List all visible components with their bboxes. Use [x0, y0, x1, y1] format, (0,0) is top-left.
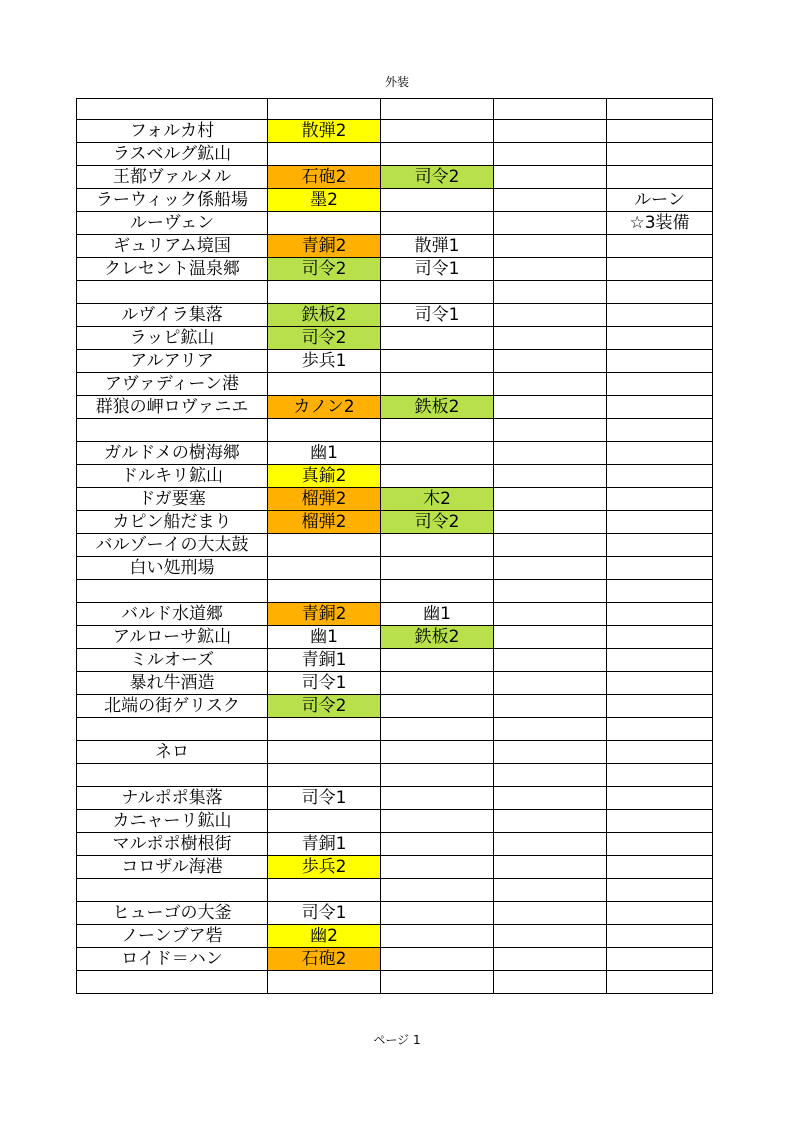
table-cell[interactable] [268, 557, 381, 580]
table-cell[interactable]: 鉄板2 [381, 396, 494, 419]
table-cell[interactable] [607, 373, 713, 396]
table-cell[interactable] [381, 718, 494, 741]
table-cell[interactable] [494, 120, 607, 143]
spreadsheet-table [76, 98, 713, 994]
table-cell[interactable] [381, 649, 494, 672]
table-row [77, 580, 713, 603]
table-cell[interactable] [494, 350, 607, 373]
table-cell[interactable]: ルーン [607, 189, 713, 212]
table-cell[interactable] [607, 442, 713, 465]
table-row [77, 626, 713, 649]
location-cell[interactable]: バルゾーイの大太鼓 [77, 534, 268, 557]
table-row [77, 396, 713, 419]
location-cell[interactable]: ミルオーズ [77, 649, 268, 672]
table-cell[interactable] [381, 833, 494, 856]
location-cell[interactable] [77, 764, 268, 787]
table-row [77, 304, 713, 327]
table-cell[interactable] [607, 856, 713, 879]
table-cell[interactable] [607, 99, 713, 120]
table-cell[interactable]: 司令2 [268, 258, 381, 281]
table-cell[interactable] [381, 281, 494, 304]
table-row [77, 971, 713, 994]
table-row [77, 166, 713, 189]
location-cell[interactable]: ドルキリ鉱山 [77, 465, 268, 488]
table-cell[interactable] [607, 925, 713, 948]
table-cell[interactable] [381, 787, 494, 810]
table-cell[interactable] [607, 143, 713, 166]
table-cell[interactable] [494, 672, 607, 695]
location-cell[interactable]: ラーウィック係船場 [77, 189, 268, 212]
table-cell[interactable] [494, 419, 607, 442]
location-cell[interactable]: ルーヴェン [77, 212, 268, 235]
table-cell[interactable]: 司令1 [268, 902, 381, 925]
location-cell[interactable]: アルローサ鉱山 [77, 626, 268, 649]
table-cell[interactable] [494, 99, 607, 120]
location-cell[interactable]: ルヴイラ集落 [77, 304, 268, 327]
table-row [77, 258, 713, 281]
table-cell[interactable]: 散弾1 [381, 235, 494, 258]
table-cell[interactable] [381, 442, 494, 465]
table-cell[interactable] [381, 925, 494, 948]
table-cell[interactable] [494, 695, 607, 718]
table-cell[interactable] [381, 741, 494, 764]
table-cell[interactable] [607, 603, 713, 626]
table-row [77, 99, 713, 120]
location-cell[interactable]: 王都ヴァルメル [77, 166, 268, 189]
location-cell[interactable]: バルド水道郷 [77, 603, 268, 626]
table-cell[interactable] [381, 971, 494, 994]
location-cell[interactable]: カニャーリ鉱山 [77, 810, 268, 833]
table-cell[interactable] [381, 672, 494, 695]
table-cell[interactable] [268, 419, 381, 442]
table-row [77, 235, 713, 258]
table-row [77, 373, 713, 396]
table-row [77, 810, 713, 833]
table-cell[interactable] [494, 557, 607, 580]
table-cell[interactable] [494, 189, 607, 212]
table-cell[interactable] [607, 258, 713, 281]
table-cell[interactable] [494, 925, 607, 948]
table-row [77, 787, 713, 810]
table-cell[interactable]: 石砲2 [268, 166, 381, 189]
table-row [77, 672, 713, 695]
table-cell[interactable] [607, 718, 713, 741]
table-cell[interactable]: 歩兵1 [268, 350, 381, 373]
location-cell[interactable]: クレセント温泉郷 [77, 258, 268, 281]
table-cell[interactable] [381, 419, 494, 442]
table-cell[interactable] [494, 304, 607, 327]
table-cell[interactable] [607, 419, 713, 442]
table-cell[interactable] [268, 212, 381, 235]
table-cell[interactable] [607, 971, 713, 994]
table-cell[interactable] [494, 764, 607, 787]
location-cell[interactable]: 群狼の岬ロヴァニエ [77, 396, 268, 419]
table-row [77, 557, 713, 580]
location-cell[interactable]: ギュリアム境国 [77, 235, 268, 258]
table-cell[interactable] [607, 281, 713, 304]
table-cell[interactable] [381, 143, 494, 166]
table-cell[interactable]: 墨2 [268, 189, 381, 212]
table-cell[interactable] [607, 741, 713, 764]
table-row [77, 603, 713, 626]
table-cell[interactable] [494, 235, 607, 258]
table-cell[interactable] [494, 166, 607, 189]
table-cell[interactable] [607, 327, 713, 350]
table-cell[interactable] [381, 120, 494, 143]
table-cell[interactable] [494, 603, 607, 626]
table-cell[interactable]: 司令2 [268, 695, 381, 718]
table-cell[interactable] [607, 120, 713, 143]
table-cell[interactable] [381, 212, 494, 235]
table-cell[interactable] [494, 281, 607, 304]
table-row [77, 534, 713, 557]
table-cell[interactable] [381, 695, 494, 718]
table-row [77, 695, 713, 718]
location-cell[interactable]: ヒューゴの大釜 [77, 902, 268, 925]
table-cell[interactable] [494, 879, 607, 902]
location-cell[interactable]: フォルカ村 [77, 120, 268, 143]
location-cell[interactable]: アルアリア [77, 350, 268, 373]
table-cell[interactable] [607, 235, 713, 258]
table-cell[interactable] [494, 833, 607, 856]
table-cell[interactable] [607, 580, 713, 603]
table-cell[interactable]: 散弾2 [268, 120, 381, 143]
location-cell[interactable] [77, 971, 268, 994]
table-cell[interactable] [381, 327, 494, 350]
table-row [77, 442, 713, 465]
table-cell[interactable] [494, 212, 607, 235]
table-row [77, 741, 713, 764]
table-cell[interactable] [381, 350, 494, 373]
table-cell[interactable] [494, 580, 607, 603]
table-cell[interactable]: 司令1 [268, 787, 381, 810]
table-cell[interactable] [381, 557, 494, 580]
table-cell[interactable]: 鉄板2 [381, 626, 494, 649]
table-cell[interactable] [268, 534, 381, 557]
table-cell[interactable]: 司令2 [381, 511, 494, 534]
table-cell[interactable] [381, 902, 494, 925]
table-cell[interactable]: 幽1 [381, 603, 494, 626]
table-cell[interactable] [607, 350, 713, 373]
table-row [77, 212, 713, 235]
table-cell[interactable] [494, 948, 607, 971]
table-cell[interactable] [607, 626, 713, 649]
table-cell[interactable] [268, 810, 381, 833]
table-cell[interactable] [494, 465, 607, 488]
table-row [77, 764, 713, 787]
table-cell[interactable]: 幽1 [268, 442, 381, 465]
table-cell[interactable]: 榴弾2 [268, 488, 381, 511]
table-cell[interactable] [607, 764, 713, 787]
location-cell[interactable] [77, 99, 268, 120]
table-cell[interactable] [268, 764, 381, 787]
table-cell[interactable] [268, 373, 381, 396]
table-cell[interactable] [381, 856, 494, 879]
table-cell[interactable] [268, 281, 381, 304]
table-cell[interactable]: 司令1 [381, 304, 494, 327]
location-cell[interactable]: ナルポポ集落 [77, 787, 268, 810]
page-footer: ページ 1 [373, 1033, 421, 1047]
table-cell[interactable] [494, 902, 607, 925]
table-cell[interactable] [607, 465, 713, 488]
table-cell[interactable] [607, 396, 713, 419]
table-cell[interactable] [494, 649, 607, 672]
table-row [77, 925, 713, 948]
table-row [77, 718, 713, 741]
location-cell[interactable] [77, 419, 268, 442]
table-cell[interactable] [381, 948, 494, 971]
location-cell[interactable]: マルポポ樹根街 [77, 833, 268, 856]
table-cell[interactable] [494, 971, 607, 994]
location-cell[interactable]: アヴァディーン港 [77, 373, 268, 396]
location-cell[interactable]: 北端の街ゲリスク [77, 695, 268, 718]
table-cell[interactable] [494, 373, 607, 396]
table-cell[interactable]: 石砲2 [268, 948, 381, 971]
table-cell[interactable] [494, 718, 607, 741]
table-cell[interactable] [607, 948, 713, 971]
location-cell[interactable]: 白い処刑場 [77, 557, 268, 580]
table-cell[interactable] [381, 465, 494, 488]
table-row [77, 143, 713, 166]
table-cell[interactable]: 青銅2 [268, 603, 381, 626]
table-cell[interactable]: 司令1 [268, 672, 381, 695]
table-cell[interactable] [607, 833, 713, 856]
table-cell[interactable] [381, 580, 494, 603]
table-cell[interactable]: 木2 [381, 488, 494, 511]
location-cell[interactable]: ネロ [77, 741, 268, 764]
table-row [77, 189, 713, 212]
location-cell[interactable]: ロイド＝ハン [77, 948, 268, 971]
table-cell[interactable] [494, 626, 607, 649]
table-cell[interactable]: 司令1 [381, 258, 494, 281]
table-cell[interactable] [381, 373, 494, 396]
table-cell[interactable] [607, 672, 713, 695]
location-cell[interactable]: カピン船だまり [77, 511, 268, 534]
table-cell[interactable]: 幽2 [268, 925, 381, 948]
table-cell[interactable] [268, 143, 381, 166]
table-cell[interactable] [268, 879, 381, 902]
table-cell[interactable] [268, 971, 381, 994]
table-row [77, 833, 713, 856]
table-cell[interactable] [494, 810, 607, 833]
table-cell[interactable] [494, 488, 607, 511]
table-row [77, 419, 713, 442]
table-row [77, 327, 713, 350]
location-cell[interactable]: ラスベルグ鉱山 [77, 143, 268, 166]
table-cell[interactable]: 幽1 [268, 626, 381, 649]
table-cell[interactable] [381, 879, 494, 902]
table-body [77, 99, 713, 994]
table-cell[interactable] [494, 534, 607, 557]
table-cell[interactable] [607, 902, 713, 925]
table-row [77, 281, 713, 304]
table-cell[interactable] [607, 810, 713, 833]
location-cell[interactable] [77, 281, 268, 304]
location-cell[interactable] [77, 580, 268, 603]
table-cell[interactable] [607, 695, 713, 718]
table-row [77, 948, 713, 971]
table-cell[interactable] [381, 764, 494, 787]
table-cell[interactable]: カノン2 [268, 396, 381, 419]
table-cell[interactable] [381, 99, 494, 120]
table-cell[interactable] [494, 258, 607, 281]
location-cell[interactable]: ドガ要塞 [77, 488, 268, 511]
table-cell[interactable] [494, 741, 607, 764]
table-cell[interactable]: 榴弾2 [268, 511, 381, 534]
table-cell[interactable]: 青銅2 [268, 235, 381, 258]
location-cell[interactable] [77, 879, 268, 902]
table-row [77, 120, 713, 143]
table-cell[interactable] [268, 718, 381, 741]
table-cell[interactable] [607, 511, 713, 534]
table-cell[interactable] [607, 166, 713, 189]
table-cell[interactable] [494, 396, 607, 419]
table-cell[interactable] [381, 189, 494, 212]
location-cell[interactable]: 暴れ牛酒造 [77, 672, 268, 695]
page-title: 外装 [384, 75, 409, 89]
table-cell[interactable] [268, 741, 381, 764]
table-cell[interactable] [381, 810, 494, 833]
table-cell[interactable]: 真鍮2 [268, 465, 381, 488]
table-cell[interactable] [607, 879, 713, 902]
table-cell[interactable]: 歩兵2 [268, 856, 381, 879]
table-cell[interactable]: 鉄板2 [268, 304, 381, 327]
table-row [77, 488, 713, 511]
location-cell[interactable]: ノーンブア砦 [77, 925, 268, 948]
table-cell[interactable]: ☆3装備 [607, 212, 713, 235]
table-row [77, 856, 713, 879]
table-cell[interactable] [494, 442, 607, 465]
table-cell[interactable] [494, 143, 607, 166]
table-row [77, 649, 713, 672]
table-row [77, 902, 713, 925]
table-cell[interactable] [607, 557, 713, 580]
table-cell[interactable] [268, 99, 381, 120]
table-row [77, 511, 713, 534]
table-cell[interactable]: 司令2 [268, 327, 381, 350]
table-cell[interactable] [607, 304, 713, 327]
table-cell[interactable] [607, 649, 713, 672]
table-row [77, 350, 713, 373]
location-cell[interactable]: コロザル海港 [77, 856, 268, 879]
table-cell[interactable] [268, 580, 381, 603]
table-cell[interactable] [607, 534, 713, 557]
table-cell[interactable]: 青銅1 [268, 649, 381, 672]
table-cell[interactable] [607, 488, 713, 511]
table-cell[interactable] [494, 856, 607, 879]
table-row [77, 879, 713, 902]
location-cell[interactable]: ガルドメの樹海郷 [77, 442, 268, 465]
table-cell[interactable] [607, 787, 713, 810]
table-cell[interactable] [494, 787, 607, 810]
table-cell[interactable] [494, 511, 607, 534]
table-cell[interactable]: 青銅1 [268, 833, 381, 856]
table-cell[interactable] [494, 327, 607, 350]
location-cell[interactable]: ラッピ鉱山 [77, 327, 268, 350]
table-row [77, 465, 713, 488]
table-cell[interactable] [381, 534, 494, 557]
table-cell[interactable]: 司令2 [381, 166, 494, 189]
location-cell[interactable] [77, 718, 268, 741]
